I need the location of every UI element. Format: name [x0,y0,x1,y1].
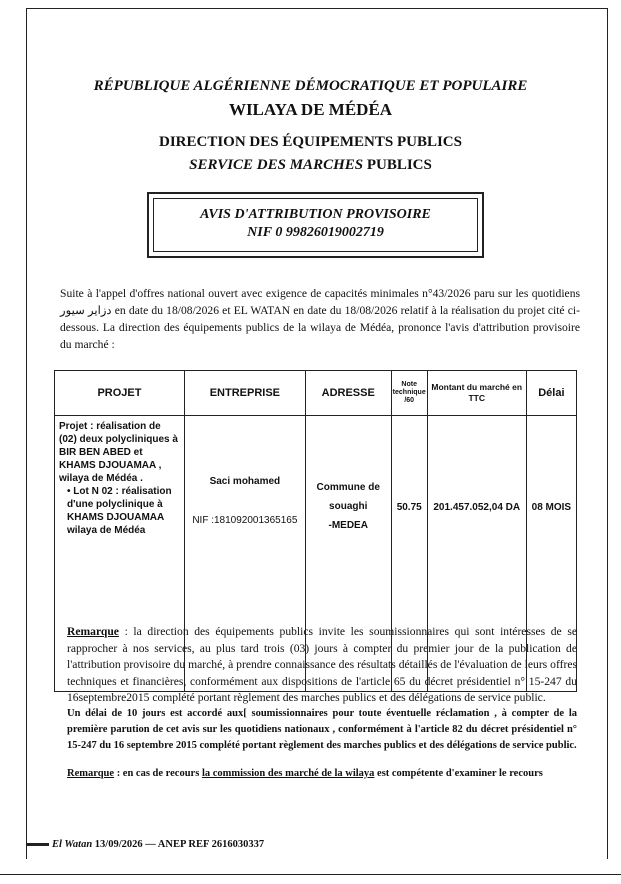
projet-lot: • Lot N 02 : réalisation d'une polyclinique à KHAMS DJOUAMAA wilaya de Médéa [67,486,172,536]
service-rest: PUBLICS [363,157,432,173]
remarque-text-3b: est compétente d'examiner le recours [374,768,543,779]
remarque-paragraph-3 [67,768,577,779]
table-header-row [55,371,577,416]
remarque-paragraph-2: Un délai de 10 jours est accordé aux[ soumissionnaires pour toute éventuelle réclamation , à compter de la première parution de cet avis sur les quotidiens nationaux , conformément à l'article 82 du décret présidentiel n° 15-247 du 16 septembre 2015 complété portant règlement des marches publics et des délégations de service public. [67,708,577,751]
service-italic: SERVICE DES MARCHES [189,157,364,173]
avis-title: AVIS D'ATTRIBUTION PROVISOIRE [200,207,431,222]
entreprise-nif: NIF :181092001365165 [192,515,298,526]
adresse-line-3: -MEDEA [328,520,368,531]
avis-nif: NIF 0 99826019002719 [247,225,384,240]
republic-heading: RÉPUBLIQUE ALGÉRIENNE DÉMOCRATIQUE ET POPULAIRE [93,78,528,94]
header-note: Note technique /60 [391,371,427,416]
avis-inner [153,198,478,252]
remarque-text-3a: : en cas de recours [114,768,202,779]
header-montant: Montant du marché en TTC [427,371,526,416]
direction-heading: DIRECTION DES ÉQUIPEMENTS PUBLICS [159,134,462,150]
wilaya-heading: WILAYA DE MÉDÉA [228,100,393,119]
bottom-rule [0,874,621,875]
adresse-line-2: souaghi [329,501,368,512]
projet-description: Projet : réalisation de (02) deux polycliniques à BIR BEN ABED et KHAMS DJOUAMAA , wilaya de Médéa . [59,421,178,484]
remarque-paragraph-1 [67,624,577,707]
footer-rule [27,843,49,846]
cell-note: 50.75 [391,416,427,692]
header-projet: PROJET [55,371,185,416]
service-heading [0,157,621,174]
header-adresse: ADRESSE [305,371,391,416]
intro-paragraph: Suite à l'appel d'offres national ouvert avec exigence de capacités minimales n°43/2026 paru sur les quotidiens دزاير سيور en date du 18/08/2026 et EL WATAN en date du 18/08/2026 relatif à la réalisation du projet cité ci-dessous. La direction des équipements publics de la wilaya de Médéa, prononce l'avis d'attribution provisoire du marché : [60,287,580,351]
cell-montant: 201.457.052,04 DA [427,416,526,692]
remarque-text-1: : la direction des équipements publics invite les soumissionnaires qui sont intéresses de se rapprocher à nos services, au plus tard trois (03) jours à compter du premier jour de la publication de l'attribution provisoire du marché, à prendre connaissance des résultats détaillés de l'évaluation de leurs offres techniques et financières, conformément aux dispositions de l'article 65 du décret présidentiel n° 15-247 du 16septembre2015 complété portant règlement des marches publics et des délégations de service public. [67,625,577,704]
avis-box [147,192,484,258]
entreprise-name: Saci mohamed [209,476,281,487]
cell-delai: 08 MOIS [526,416,576,692]
remarque-text-3-underlined: la commission des marché de la wilaya [201,768,375,779]
footer-paper-name: El Watan [52,839,93,850]
header-entreprise: ENTREPRISE [184,371,305,416]
remarque-label-3: Remarque [67,768,115,779]
remarque-label-1: Remarque [67,625,119,638]
footer-ref: 13/09/2026 — ANEP REF 2616030337 [92,839,265,850]
header-delai: Délai [526,371,576,416]
footer-reference [52,839,264,850]
adresse-line-1: Commune de [316,482,380,493]
